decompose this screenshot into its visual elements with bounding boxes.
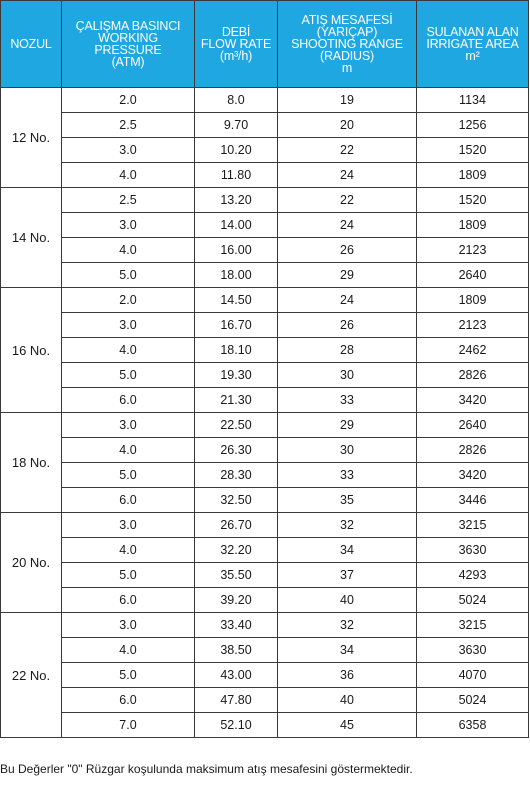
flow-rate-cell: 22.50 — [195, 413, 278, 438]
pressure-cell: 2.0 — [62, 88, 195, 113]
range-cell: 33 — [278, 463, 417, 488]
table-row — [1, 688, 529, 713]
flow-rate-cell: 19.30 — [195, 363, 278, 388]
flow-rate-cell: 18.00 — [195, 263, 278, 288]
pressure-cell: 5.0 — [62, 263, 195, 288]
area-cell: 3630 — [417, 638, 529, 663]
pressure-cell: 5.0 — [62, 663, 195, 688]
area-cell: 3420 — [417, 463, 529, 488]
flow-rate-cell: 26.30 — [195, 438, 278, 463]
table-body — [1, 88, 529, 738]
header-flow-line: (m³/h) — [219, 49, 253, 63]
table-row — [1, 463, 529, 488]
pressure-cell: 4.0 — [62, 538, 195, 563]
table-row — [1, 513, 529, 538]
area-cell: 2462 — [417, 338, 529, 363]
flow-rate-cell: 32.20 — [195, 538, 278, 563]
flow-rate-cell: 52.10 — [195, 713, 278, 738]
range-cell: 24 — [278, 163, 417, 188]
area-cell: 3630 — [417, 538, 529, 563]
table-row — [1, 638, 529, 663]
range-cell: 40 — [278, 588, 417, 613]
flow-rate-cell: 39.20 — [195, 588, 278, 613]
range-cell: 29 — [278, 263, 417, 288]
header-pressure-line: (ATM) — [111, 55, 145, 69]
header-area-line: IRRIGATE AREA — [426, 37, 519, 51]
header-flow — [195, 1, 278, 88]
range-cell: 40 — [278, 688, 417, 713]
range-cell: 24 — [278, 213, 417, 238]
flow-rate-cell: 10.20 — [195, 138, 278, 163]
table-row — [1, 163, 529, 188]
table-row — [1, 588, 529, 613]
area-cell: 1256 — [417, 113, 529, 138]
table-row — [1, 263, 529, 288]
header-range-line: (YARIÇAP) — [316, 25, 378, 39]
range-cell: 19 — [278, 88, 417, 113]
range-cell: 29 — [278, 413, 417, 438]
header-pressure — [62, 1, 195, 88]
pressure-cell: 3.0 — [62, 413, 195, 438]
pressure-cell: 6.0 — [62, 688, 195, 713]
nozzle-cell: 20 No. — [1, 513, 62, 613]
header-range — [278, 1, 417, 88]
range-cell: 28 — [278, 338, 417, 363]
table-row — [1, 238, 529, 263]
pressure-cell: 6.0 — [62, 588, 195, 613]
table-row — [1, 488, 529, 513]
pressure-cell: 2.0 — [62, 288, 195, 313]
nozzle-cell: 18 No. — [1, 413, 62, 513]
pressure-cell: 3.0 — [62, 513, 195, 538]
range-cell: 45 — [278, 713, 417, 738]
flow-rate-cell: 16.70 — [195, 313, 278, 338]
area-cell: 2826 — [417, 363, 529, 388]
area-cell: 4293 — [417, 563, 529, 588]
range-cell: 32 — [278, 513, 417, 538]
pressure-cell: 4.0 — [62, 338, 195, 363]
area-cell: 2826 — [417, 438, 529, 463]
range-cell: 34 — [278, 538, 417, 563]
table-row — [1, 138, 529, 163]
nozzle-cell: 14 No. — [1, 188, 62, 288]
flow-rate-cell: 28.30 — [195, 463, 278, 488]
table-row — [1, 613, 529, 638]
flow-rate-cell: 14.50 — [195, 288, 278, 313]
range-cell: 34 — [278, 638, 417, 663]
flow-rate-cell: 32.50 — [195, 488, 278, 513]
area-cell: 3446 — [417, 488, 529, 513]
table-row — [1, 213, 529, 238]
table-row — [1, 538, 529, 563]
flow-rate-cell: 13.20 — [195, 188, 278, 213]
area-cell: 5024 — [417, 588, 529, 613]
area-cell: 2123 — [417, 313, 529, 338]
area-cell: 1520 — [417, 188, 529, 213]
table-row — [1, 88, 529, 113]
nozzle-cell: 12 No. — [1, 88, 62, 188]
pressure-cell: 2.5 — [62, 113, 195, 138]
table-row — [1, 663, 529, 688]
table-row — [1, 388, 529, 413]
range-cell: 30 — [278, 363, 417, 388]
nozzle-cell: 16 No. — [1, 288, 62, 413]
range-cell: 33 — [278, 388, 417, 413]
flow-rate-cell: 33.40 — [195, 613, 278, 638]
flow-rate-cell: 21.30 — [195, 388, 278, 413]
pressure-cell: 5.0 — [62, 463, 195, 488]
table-row — [1, 113, 529, 138]
range-cell: 30 — [278, 438, 417, 463]
area-cell: 5024 — [417, 688, 529, 713]
area-cell: 1520 — [417, 138, 529, 163]
flow-rate-cell: 26.70 — [195, 513, 278, 538]
footnote: Bu Değerler "0" Rüzgar koşulunda maksimum atış mesafesini göstermektedir. — [0, 762, 413, 776]
pressure-cell: 5.0 — [62, 363, 195, 388]
header-nozul-label: NOZUL — [10, 37, 52, 51]
header-area-line: m² — [465, 49, 480, 63]
pressure-cell: 4.0 — [62, 438, 195, 463]
range-cell: 32 — [278, 613, 417, 638]
header-range-line: (RADIUS) — [320, 49, 374, 63]
header-range-line: m — [341, 61, 353, 75]
nozzle-cell: 22 No. — [1, 613, 62, 738]
area-cell: 6358 — [417, 713, 529, 738]
area-cell: 2640 — [417, 263, 529, 288]
range-cell: 22 — [278, 138, 417, 163]
area-cell: 1809 — [417, 213, 529, 238]
pressure-cell: 7.0 — [62, 713, 195, 738]
pressure-cell: 6.0 — [62, 388, 195, 413]
header-area — [417, 1, 529, 88]
flow-rate-cell: 47.80 — [195, 688, 278, 713]
range-cell: 36 — [278, 663, 417, 688]
header-range-line: ATIŞ MESAFESİ — [301, 13, 393, 27]
flow-rate-cell: 43.00 — [195, 663, 278, 688]
header-range-line: SHOOTING RANGE — [291, 37, 403, 51]
area-cell: 4070 — [417, 663, 529, 688]
flow-rate-cell: 16.00 — [195, 238, 278, 263]
table-row — [1, 288, 529, 313]
header-pressure-line: WORKING PRESSURE — [94, 31, 162, 57]
area-cell: 3215 — [417, 613, 529, 638]
table-row — [1, 313, 529, 338]
area-cell: 1134 — [417, 88, 529, 113]
pressure-cell: 5.0 — [62, 563, 195, 588]
area-cell: 2640 — [417, 413, 529, 438]
area-cell: 2123 — [417, 238, 529, 263]
flow-rate-cell: 9.70 — [195, 113, 278, 138]
range-cell: 24 — [278, 288, 417, 313]
area-cell: 1809 — [417, 163, 529, 188]
flow-rate-cell: 11.80 — [195, 163, 278, 188]
area-cell: 3215 — [417, 513, 529, 538]
header-flow-line: DEBİ — [221, 25, 251, 39]
range-cell: 26 — [278, 238, 417, 263]
table-header-row — [1, 1, 529, 88]
pressure-cell: 3.0 — [62, 613, 195, 638]
table-row — [1, 413, 529, 438]
range-cell: 37 — [278, 563, 417, 588]
flow-rate-cell: 8.0 — [195, 88, 278, 113]
table-row — [1, 363, 529, 388]
flow-rate-cell: 14.00 — [195, 213, 278, 238]
range-cell: 22 — [278, 188, 417, 213]
pressure-cell: 4.0 — [62, 638, 195, 663]
pressure-cell: 6.0 — [62, 488, 195, 513]
pressure-cell: 4.0 — [62, 238, 195, 263]
table-row — [1, 563, 529, 588]
table-row — [1, 438, 529, 463]
header-flow-line: FLOW RATE — [200, 37, 272, 51]
header-nozul — [1, 1, 62, 88]
flow-rate-cell: 18.10 — [195, 338, 278, 363]
pressure-cell: 4.0 — [62, 163, 195, 188]
table-row — [1, 188, 529, 213]
area-cell: 1809 — [417, 288, 529, 313]
area-cell: 3420 — [417, 388, 529, 413]
pressure-cell: 3.0 — [62, 138, 195, 163]
range-cell: 20 — [278, 113, 417, 138]
flow-rate-cell: 38.50 — [195, 638, 278, 663]
header-area-line: SULANAN ALAN — [426, 25, 519, 39]
pressure-cell: 2.5 — [62, 188, 195, 213]
range-cell: 35 — [278, 488, 417, 513]
pressure-cell: 3.0 — [62, 313, 195, 338]
range-cell: 26 — [278, 313, 417, 338]
table-row — [1, 713, 529, 738]
flow-rate-cell: 35.50 — [195, 563, 278, 588]
header-pressure-line: ÇALIŞMA BASINCI — [75, 19, 181, 33]
table-row — [1, 338, 529, 363]
pressure-cell: 3.0 — [62, 213, 195, 238]
